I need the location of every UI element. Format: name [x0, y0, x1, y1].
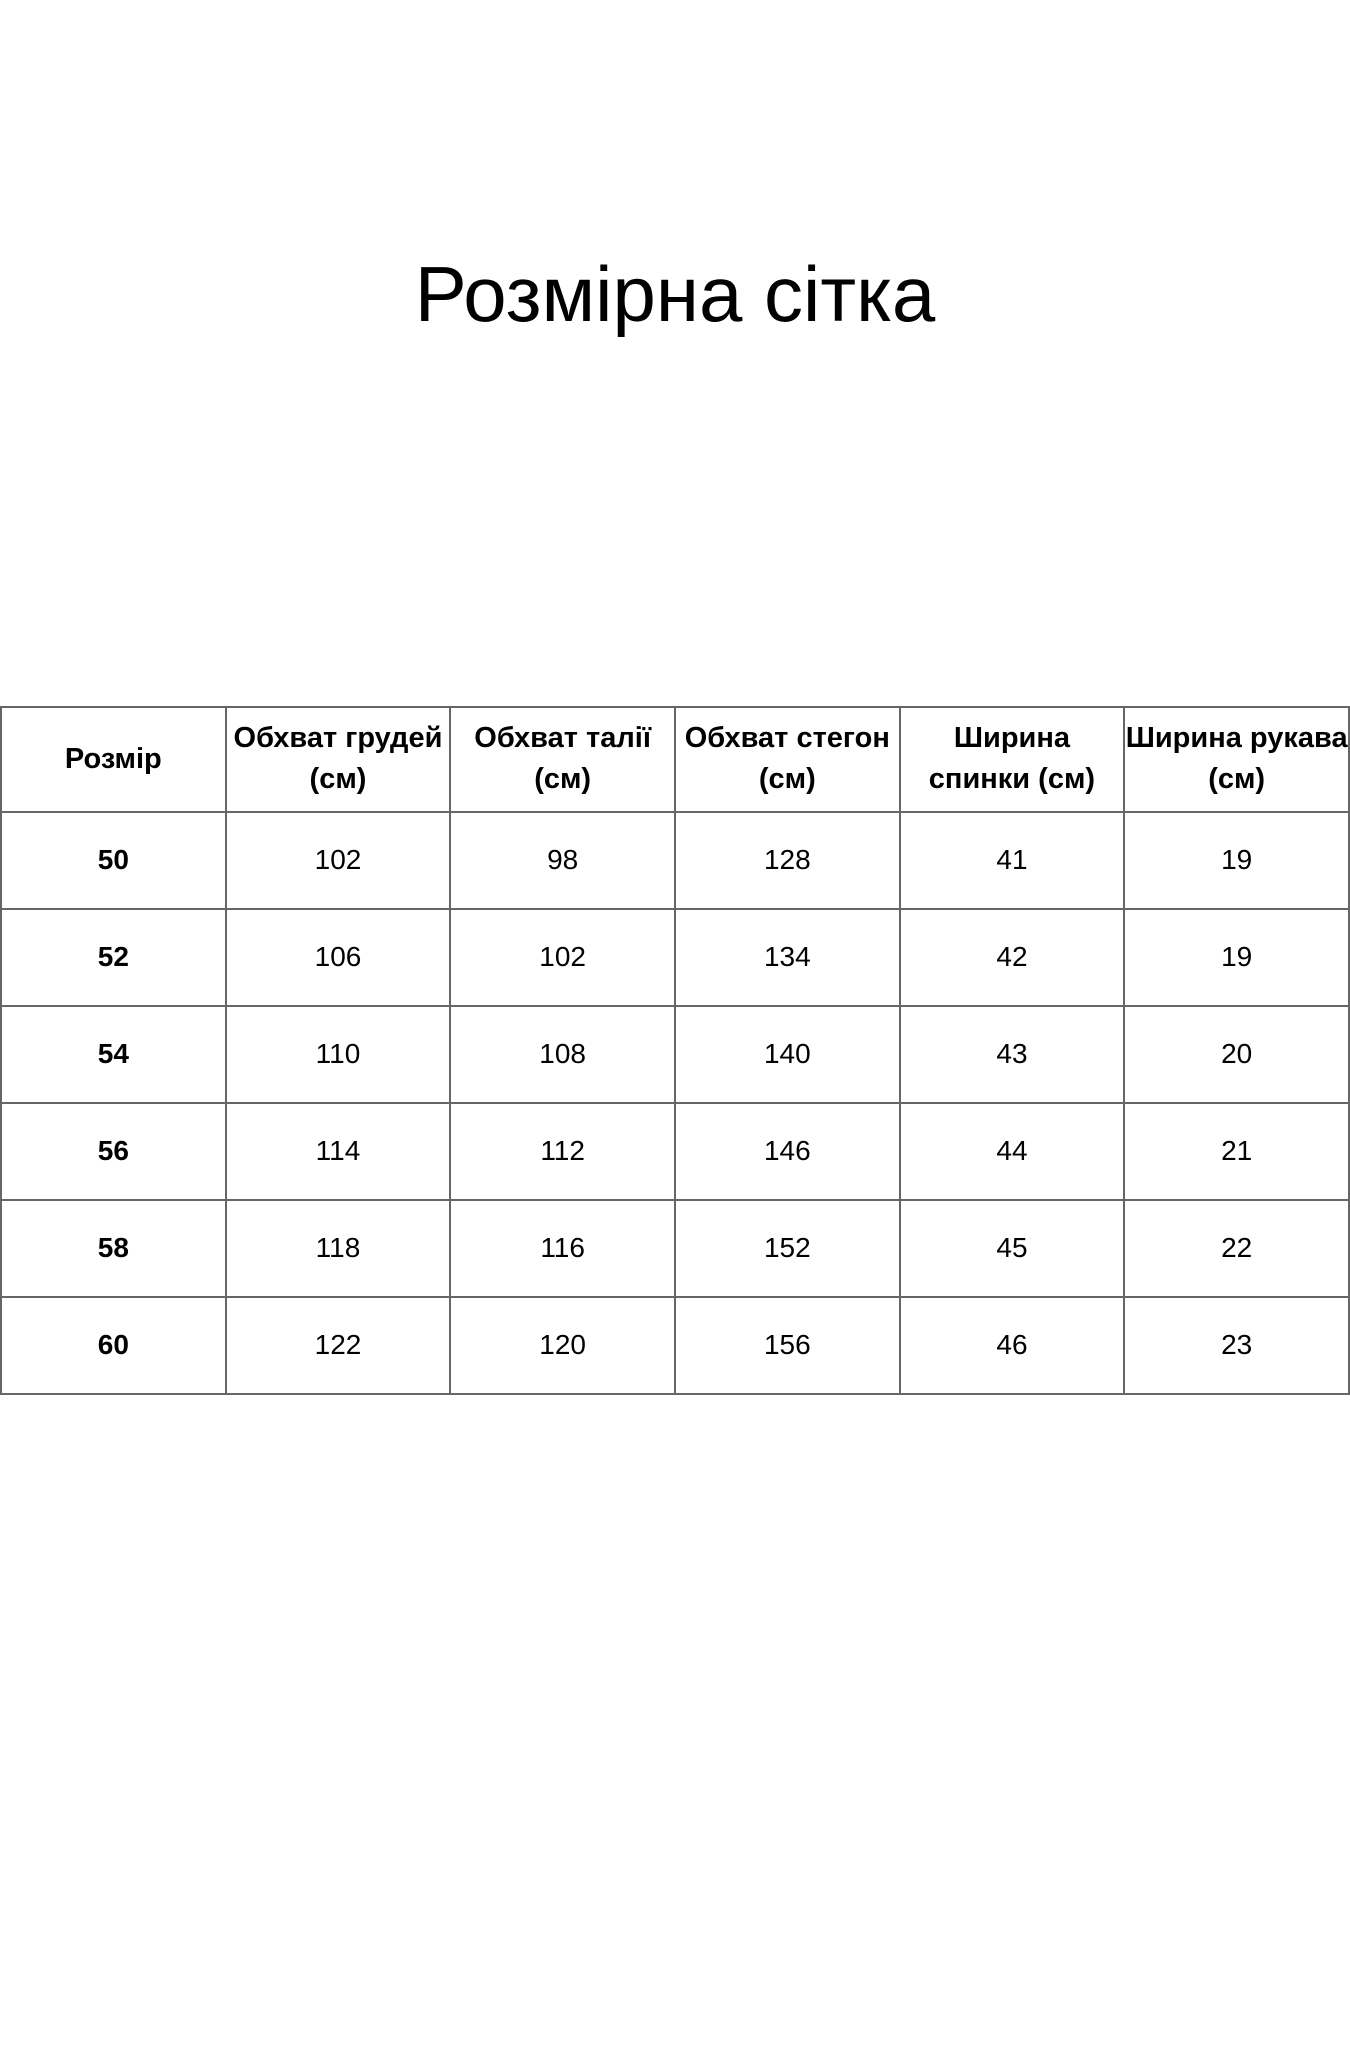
- header-cell-chest-line1: Обхват грудей: [233, 722, 443, 755]
- table-cell: 114: [226, 1103, 451, 1200]
- table-cell: 152: [675, 1200, 900, 1297]
- table-cell: 23: [1124, 1297, 1349, 1394]
- header-cell-back-width-line2: спинки (см): [928, 763, 1096, 796]
- table-cell: 116: [450, 1200, 675, 1297]
- table-cell: 41: [900, 812, 1125, 909]
- table-cell: 20: [1124, 1006, 1349, 1103]
- table-cell: 45: [900, 1200, 1125, 1297]
- size-cell: 60: [1, 1297, 226, 1394]
- header-cell-chest-line2: (см): [309, 763, 367, 796]
- size-cell: 52: [1, 909, 226, 1006]
- header-cell-back-width: [900, 707, 1125, 812]
- table-cell: 19: [1124, 909, 1349, 1006]
- table-row-size-60: [1, 1297, 1349, 1394]
- header-cell-waist-line1: Обхват талії: [474, 722, 651, 755]
- size-cell: 50: [1, 812, 226, 909]
- header-cell-hips-line1: Обхват стегон: [684, 722, 890, 755]
- table-cell: 22: [1124, 1200, 1349, 1297]
- table-row-size-54: [1, 1006, 1349, 1103]
- header-cell-sleeve-width: [1124, 707, 1349, 812]
- table-cell: 156: [675, 1297, 900, 1394]
- header-cell-hips-line2: (см): [758, 763, 816, 796]
- table-cell: 102: [450, 909, 675, 1006]
- table-cell: 46: [900, 1297, 1125, 1394]
- table-cell: 42: [900, 909, 1125, 1006]
- table-row-size-58: [1, 1200, 1349, 1297]
- table-cell: 134: [675, 909, 900, 1006]
- table-cell: 44: [900, 1103, 1125, 1200]
- table-row-size-56: [1, 1103, 1349, 1200]
- table-row-size-52: [1, 909, 1349, 1006]
- size-chart-body: [1, 812, 1349, 1394]
- table-cell: 146: [675, 1103, 900, 1200]
- size-cell: 56: [1, 1103, 226, 1200]
- page-title: Розмірна сітка: [414, 250, 936, 338]
- table-cell: 140: [675, 1006, 900, 1103]
- header-cell-size-line1: Розмір: [64, 742, 162, 775]
- size-cell: 58: [1, 1200, 226, 1297]
- table-cell: 110: [226, 1006, 451, 1103]
- size-cell: 54: [1, 1006, 226, 1103]
- header-cell-size: [1, 707, 226, 812]
- header-cell-sleeve-width-line2: (см): [1208, 763, 1266, 796]
- header-cell-hips: [675, 707, 900, 812]
- header-cell-waist-line2: (см): [534, 763, 592, 796]
- table-cell: 106: [226, 909, 451, 1006]
- header-cell-waist: [450, 707, 675, 812]
- size-chart-header: [1, 707, 1349, 812]
- header-cell-sleeve-width-line1: Ширина рукава: [1125, 722, 1348, 755]
- table-cell: 21: [1124, 1103, 1349, 1200]
- table-cell: 43: [900, 1006, 1125, 1103]
- table-cell: 19: [1124, 812, 1349, 909]
- table-cell: 98: [450, 812, 675, 909]
- header-cell-chest: [226, 707, 451, 812]
- table-cell: 102: [226, 812, 451, 909]
- table-cell: 120: [450, 1297, 675, 1394]
- size-chart-table: [0, 706, 1350, 1395]
- table-cell: 122: [226, 1297, 451, 1394]
- table-row-size-50: [1, 812, 1349, 909]
- header-cell-back-width-line1: Ширина: [953, 722, 1071, 755]
- table-cell: 118: [226, 1200, 451, 1297]
- table-cell: 108: [450, 1006, 675, 1103]
- table-cell: 128: [675, 812, 900, 909]
- table-cell: 112: [450, 1103, 675, 1200]
- header-row: [1, 707, 1349, 812]
